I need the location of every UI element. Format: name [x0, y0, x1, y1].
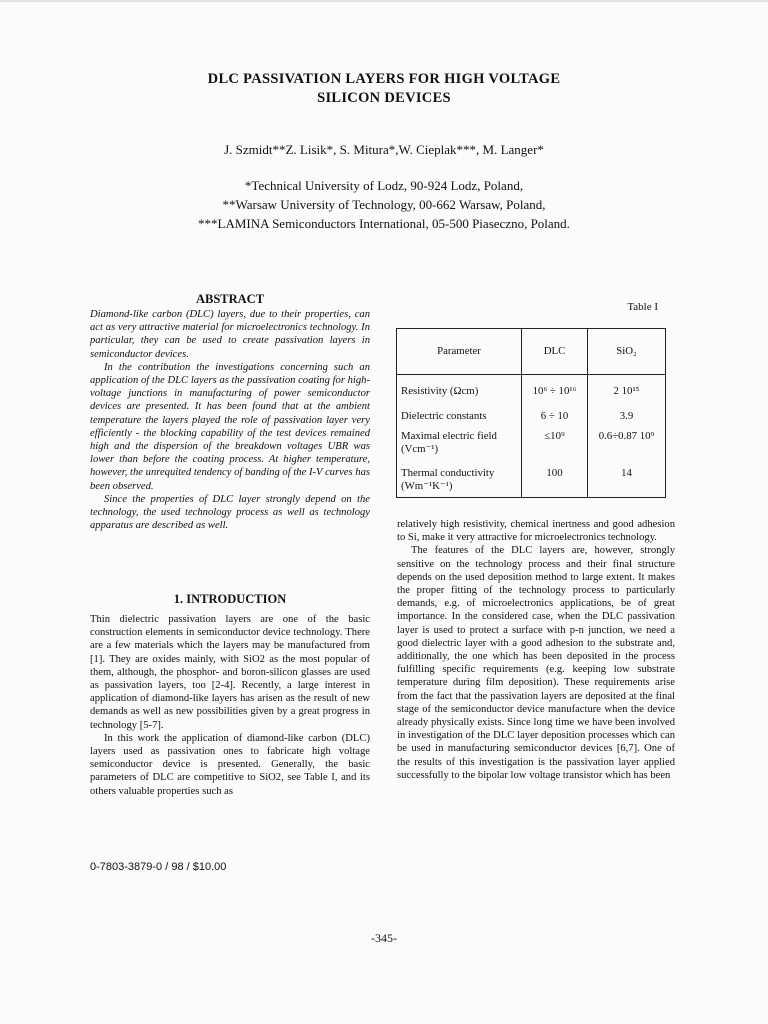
- table-cell: Thermal conductivity (Wm⁻¹K⁻¹): [401, 467, 495, 492]
- introduction-heading: 1. INTRODUCTION: [173, 592, 287, 606]
- title-line-1: DLC PASSIVATION LAYERS FOR HIGH VOLTAGE: [207, 71, 561, 87]
- intro-paragraph: Thin dielectric passivation layers are one of the basic construction elements in semiconductor device technology. There are a few materials which the layers may be manufactured from [1]. They are oxides mainly, with SiO2 as the most popular of them, although, the phosphor- and boron-silicon glasses are used as passivation layers, too [2-4]. Recently, a large interest in application of diamond-like layers has arisen as the result of new demands as well as new possibilities given by a great progress in technology [5-7].: [90, 614, 370, 731]
- table-header-cell: SiO₂: [588, 329, 666, 375]
- table-header-row: [397, 329, 666, 375]
- page-number: -345-: [371, 931, 397, 945]
- table-cell: ≤10⁹: [544, 430, 565, 442]
- table-cell: 2 10¹⁵: [613, 385, 640, 397]
- table-header-cell: DLC: [522, 329, 588, 375]
- introduction-body: [90, 613, 370, 798]
- copyright-code: 0-7803-3879-0 / 98 / $10.00: [90, 861, 227, 873]
- top-divider: [0, 0, 768, 2]
- table-cell: 14: [621, 467, 632, 479]
- abstract-heading: ABSTRACT: [195, 292, 265, 306]
- authors: J. Szmidt**Z. Lisik*, S. Mitura*,W. Cieplak***, M. Langer*: [224, 142, 544, 157]
- table-label: Table I: [627, 301, 658, 313]
- table-cell: Dielectric constants: [401, 410, 487, 422]
- table-cell: 3.9: [619, 410, 634, 422]
- table-body-row: [397, 375, 666, 498]
- table-cell: 0.6÷0.87 10⁹: [598, 430, 655, 442]
- abstract-paragraph: Diamond-like carbon (DLC) layers, due to their properties, can act as very attractive material for microelectronics technology. In particular, they can be used to create passivation layers in semiconductor devices.: [90, 309, 370, 360]
- dlc-column: [522, 375, 588, 498]
- table-cell: 10⁶ ÷ 10¹⁶: [532, 385, 577, 397]
- affiliations: [0, 176, 768, 233]
- table-cell: Resistivity (Ωcm): [401, 385, 479, 397]
- affiliation-3: ***LAMINA Semiconductors International, 05-500 Piaseczno, Poland.: [198, 216, 570, 231]
- intro-paragraph: In this work the application of diamond-like carbon (DLC) layers used as passivation ones to fabricate high voltage semiconductor device is presented. Generally, the basic parameters of DLC are competitive to SiO2, see Table I, and its others valuable properties such as: [90, 732, 370, 797]
- parameters-table: [396, 328, 666, 498]
- abstract-paragraph: Since the properties of DLC layer strongly depend on the technology, the used technology process as well as technology apparatus are described as well.: [90, 493, 370, 532]
- abstract-body: [90, 308, 370, 532]
- sio2-column: [588, 375, 666, 498]
- table-cell: 6 ÷ 10: [540, 410, 569, 422]
- affiliation-1: *Technical University of Lodz, 90-924 Lodz, Poland,: [244, 178, 524, 193]
- paper-title: [0, 70, 768, 108]
- abstract-paragraph: In the contribution the investigations concerning such an application of the DLC layers as the passivation coating for high-voltage junctions in manufacturing of power semiconductor devices are presented. It has been found that at the ambient temperature the layers played the role of passivation layer very efficiently - the blocking capability of the test devices remained high and the dispersion of the breakdown voltages UBR was lower than before the coating process. At higher temperature, however, the unrequited tendency of banding of the I-V curves has been observed.: [90, 361, 370, 492]
- body-paragraph: The features of the DLC layers are, however, strongly sensitive on the technology process and their final structure depends on the used deposition method to large extent. It makes the proper fitting of the technology process to particularly demands, e.g. of microelectronics applications, be of great importance. In the considered case, when the DLC passivation layer is used to protect a surface with p-n junction, we need a good dielectric layer with a good adhesion to the substrate and, additionally, the one which has been deposited in the process fulfilling specific requirements (e.g. keeping low substrate temperature during film deposition). These requirements arise from the fact that the passivation layers are deposited at the final stage of the semiconductor device manufacture when the device already physically exists. Since long time we have been involved in investigation of the DLC layer deposition processes which can be used in manufacturing semiconductor devices [6,7]. One of the results of this investigation is the passivation layer applied successfully to the bipolar low voltage transistor which has been: [397, 545, 675, 781]
- body-paragraph: relatively high resistivity, chemical inertness and good adhesion to Si, make it very attractive for microelectronics technology.: [397, 519, 675, 544]
- affiliation-2: **Warsaw University of Technology, 00-662 Warsaw, Poland,: [222, 197, 546, 212]
- table-cell: 100: [546, 467, 563, 479]
- parameter-column: [397, 375, 522, 498]
- right-column-text: [397, 518, 675, 782]
- title-line-2: SILICON DEVICES: [317, 90, 451, 106]
- table-cell: Maximal electric field (Vcm⁻¹): [401, 430, 497, 455]
- table-header-cell: Parameter: [397, 329, 522, 375]
